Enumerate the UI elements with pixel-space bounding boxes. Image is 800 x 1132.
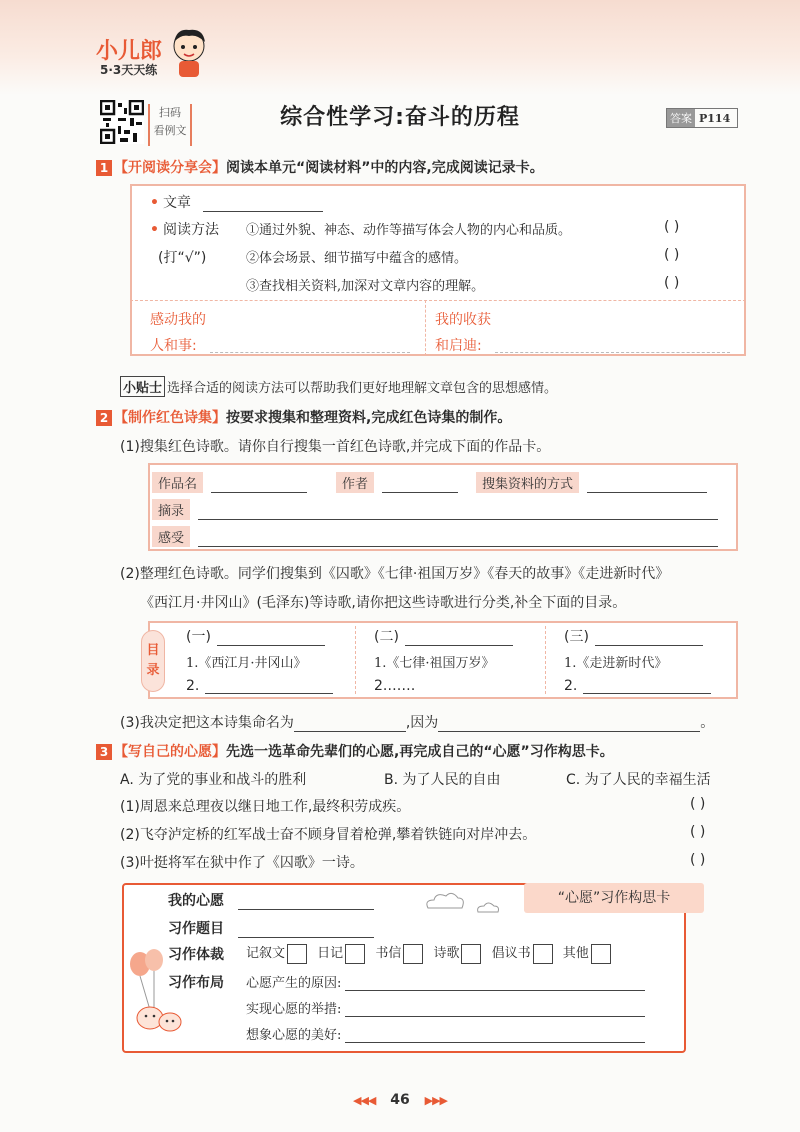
catalog-col-3-item-2-row	[564, 678, 711, 694]
layout-input-1[interactable]	[345, 990, 645, 991]
qr-code-icon	[100, 100, 144, 144]
catalog-tab-label: 目录	[146, 643, 160, 678]
layout-item-3: 想象心愿的美好:	[246, 1028, 342, 1043]
topic-input[interactable]	[238, 937, 374, 938]
excerpt-row	[152, 499, 718, 520]
section-3-instruction: 先选一选革命先辈们的心愿,再完成自己的“心愿”习作构思卡。	[226, 744, 614, 760]
answer-paren-3[interactable]: ( )	[664, 275, 680, 291]
page-footer	[340, 1092, 460, 1108]
genre-checkbox-4[interactable]	[461, 944, 481, 964]
genre-checkbox-6[interactable]	[591, 944, 611, 964]
scan-label-2: 看例文	[153, 124, 187, 137]
catalog-col-1-item-2: 2.	[186, 678, 200, 694]
question-2-3	[120, 712, 714, 732]
genre-option-1: 记叙文	[246, 946, 286, 961]
catalog-col-3-title-input[interactable]	[595, 645, 703, 646]
author-row	[336, 472, 458, 493]
wish-answer-3[interactable]: ( )	[690, 852, 706, 868]
scan-label-1: 扫码	[159, 106, 181, 119]
layout-row-2	[246, 998, 645, 1017]
wish-row	[168, 890, 374, 910]
tip-label: 小贴士	[120, 376, 165, 397]
wish-item-1: (1)周恩来总理夜以继日地工作,最终积劳成疾。	[120, 799, 411, 815]
question-2-2-line-1: (2)整理红色诗歌。同学们搜集到《囚歌》《七律·祖国万岁》《春天的故事》《走进新时代》	[120, 566, 670, 582]
tip-text: 选择合适的阅读方法可以帮助我们更好地理解文章包含的思想感情。	[167, 381, 558, 396]
gain-input[interactable]	[495, 337, 730, 353]
genre-checkbox-2[interactable]	[345, 944, 365, 964]
cloud-icon	[420, 888, 510, 918]
method-source-row	[476, 472, 707, 493]
reason-input[interactable]	[438, 731, 700, 732]
poetry-name-input[interactable]	[294, 731, 406, 732]
work-name-label: 作品名	[152, 472, 203, 493]
genre-checkbox-3[interactable]	[403, 944, 423, 964]
section-3-tag: 【写自己的心愿】	[114, 744, 226, 760]
next-arrows-icon: ▶▶▶	[424, 1094, 447, 1107]
catalog-col-1-head-row	[186, 626, 325, 646]
catalog-divider-1	[355, 626, 356, 694]
author-label: 作者	[336, 472, 374, 493]
tip-row	[120, 376, 557, 397]
wish-label: 我的心愿	[168, 893, 224, 909]
catalog-col-1-item-2-input[interactable]	[205, 693, 333, 694]
method-row: • 阅读方法	[150, 222, 219, 238]
article-input[interactable]	[203, 211, 323, 212]
section-3-heading	[96, 741, 614, 761]
moved-label-2: 人和事:	[150, 338, 197, 354]
section-2-tag: 【制作红色诗集】	[114, 410, 226, 426]
gain-label-2: 和启迪:	[435, 338, 482, 354]
catalog-col-1-title-input[interactable]	[217, 645, 325, 646]
layout-row-3	[246, 1024, 645, 1043]
catalog-col-2-item-2: 2.……	[374, 678, 416, 694]
brand-series: 5·3天天练	[100, 63, 158, 77]
catalog-col-2-head: (二)	[374, 629, 399, 645]
question-2-3-a: (3)我决定把这本诗集命名为	[120, 715, 294, 731]
card-divider-vertical	[425, 300, 426, 356]
genre-option-6: 其他	[562, 946, 589, 961]
question-2-1: (1)搜集红色诗歌。请你自行搜集一首红色诗歌,并完成下面的作品卡。	[120, 439, 551, 455]
section-1-tag: 【开阅读分享会】	[114, 160, 226, 176]
method-label: 阅读方法	[162, 222, 219, 238]
answer-paren-2[interactable]: ( )	[664, 247, 680, 263]
answer-label: 答案	[667, 109, 695, 127]
catalog-col-2-item-1: 1.《七律·祖国万岁》	[374, 656, 495, 671]
catalog-col-2-head-row	[374, 626, 513, 646]
feeling-input[interactable]	[198, 546, 718, 547]
work-name-row	[152, 472, 307, 493]
mascot-icon	[167, 26, 211, 78]
catalog-tab	[141, 630, 165, 692]
layout-label: 习作布局	[168, 975, 224, 991]
question-2-2-line-2: 《西江月·井冈山》(毛泽东)等诗歌,请你把这些诗歌进行分类,补全下面的目录。	[140, 595, 627, 611]
page-title: 综合性学习:奋斗的历程	[280, 105, 520, 130]
excerpt-label: 摘录	[152, 499, 190, 520]
method-source-label: 搜集资料的方式	[476, 472, 579, 493]
topic-row	[168, 918, 374, 938]
article-row: • 文章	[150, 192, 323, 212]
idea-card-title: “心愿”习作构思卡	[524, 883, 704, 913]
catalog-col-1-item-2-row	[186, 678, 333, 694]
question-2-3-b: ,因为	[405, 715, 439, 731]
question-2-3-end: 。	[700, 715, 715, 731]
genre-option-5: 倡议书	[491, 946, 531, 961]
section-1-number: 1	[96, 160, 112, 176]
wish-item-2: (2)飞夺泸定桥的红军战士奋不顾身冒着枪弹,攀着铁链向对岸冲去。	[120, 827, 537, 843]
feeling-label: 感受	[152, 526, 190, 547]
genre-checkbox-1[interactable]	[287, 944, 307, 964]
genre-label: 习作体裁	[168, 947, 224, 963]
section-1-instruction: 阅读本单元“阅读材料”中的内容,完成阅读记录卡。	[226, 160, 544, 176]
layout-item-1: 心愿产生的原因:	[246, 976, 342, 991]
page-number: 46	[390, 1092, 410, 1108]
wish-answer-2[interactable]: ( )	[690, 824, 706, 840]
genre-options	[246, 942, 617, 964]
catalog-col-1-head: (一)	[186, 629, 211, 645]
catalog-divider-2	[545, 626, 546, 694]
section-1-heading	[96, 157, 544, 177]
genre-checkbox-5[interactable]	[533, 944, 553, 964]
layout-row-1	[246, 972, 645, 991]
wish-item-3: (3)叶挺将军在狱中作了《囚歌》一诗。	[120, 855, 364, 871]
catalog-col-3-item-2-input[interactable]	[583, 693, 711, 694]
catalog-col-3-item-1: 1.《走进新时代》	[564, 656, 668, 671]
layout-item-2: 实现心愿的举措:	[246, 1002, 342, 1017]
catalog-col-1-item-1: 1.《西江月·井冈山》	[186, 656, 307, 671]
method-option-3: ③查找相关资料,加深对文章内容的理解。	[246, 279, 485, 294]
layout-input-3[interactable]	[345, 1042, 645, 1043]
gain-label-1: 我的收获	[435, 312, 491, 328]
brand-name: 小儿郎	[96, 39, 163, 64]
catalog-col-3-head-row	[564, 626, 703, 646]
topic-label: 习作题目	[168, 921, 224, 937]
moved-label-1: 感动我的	[150, 312, 206, 328]
layout-input-2[interactable]	[345, 1016, 645, 1017]
genre-option-2: 日记	[317, 946, 344, 961]
section-2-number: 2	[96, 410, 112, 426]
scan-hint[interactable]	[148, 104, 192, 146]
answer-page: P114	[699, 111, 731, 125]
method-hint: (打“√”)	[158, 250, 207, 266]
feeling-row	[152, 526, 718, 547]
section-2-instruction: 按要求搜集和整理资料,完成红色诗集的制作。	[226, 410, 512, 426]
excerpt-input[interactable]	[198, 519, 718, 520]
catalog-col-3-item-2: 2.	[564, 678, 578, 694]
work-name-input[interactable]	[211, 492, 307, 493]
genre-option-4: 诗歌	[433, 946, 460, 961]
answer-paren-1[interactable]: ( )	[664, 219, 680, 235]
author-input[interactable]	[382, 492, 458, 493]
answer-reference	[666, 108, 738, 128]
option-a: A. 为了党的事业和战斗的胜利	[120, 772, 307, 788]
section-3-number: 3	[96, 744, 112, 760]
method-source-input[interactable]	[587, 492, 707, 493]
option-b: B. 为了人民的自由	[384, 772, 501, 788]
wish-input[interactable]	[238, 909, 374, 910]
method-option-2: ②体会场景、细节描写中蕴含的感情。	[246, 251, 468, 266]
section-2-heading	[96, 407, 511, 427]
prev-arrows-icon: ◀◀◀	[352, 1094, 376, 1107]
moved-input[interactable]	[210, 337, 410, 353]
catalog-col-3-head: (三)	[564, 629, 589, 645]
wish-answer-1[interactable]: ( )	[690, 796, 706, 812]
method-option-1: ①通过外貌、神态、动作等描写体会人物的内心和品质。	[246, 223, 572, 238]
catalog-col-2-title-input[interactable]	[405, 645, 513, 646]
genre-option-3: 书信	[375, 946, 402, 961]
article-label: 文章	[162, 195, 191, 211]
option-c: C. 为了人民的幸福生活	[566, 772, 711, 788]
